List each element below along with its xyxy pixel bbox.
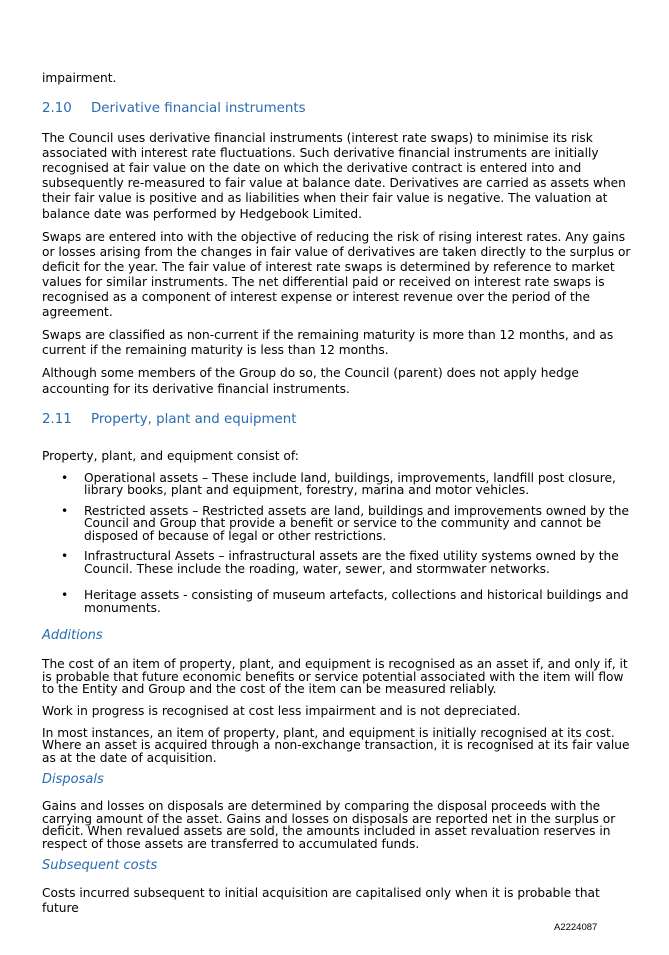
disposals-paragraph-1: Gains and losses on disposals are determined by comparing the disposal proceeds with the carrying amount of the asset. Gains and losses on disposals are reported net in the surplus or deficit. When revalued assets are sold, the amounts included in asset revaluation reserves in respect of those assets are transferred to accumulated funds. <box>42 799 616 851</box>
derivatives-paragraph-4: Although some members of the Group do so, the Council (parent) does not apply hedge accounting for its derivative financial instruments. <box>42 366 579 396</box>
derivatives-paragraph-2: Swaps are entered into with the objective of reducing the risk of rising interest rates. Any gains or losses arising from the changes in fair value of derivatives are taken directly to the surplus or deficit for the year. The fair value of interest rate swaps is determined by reference to market values for similar instruments. The net differential paid or received on interest rate swaps is recognised as a component of interest expense or interest revenue over the period of the agreement. <box>42 229 631 320</box>
document-id: A2224087 <box>554 922 598 933</box>
list-item-text: Infrastructural Assets – infrastructural assets are the fixed utility systems owned by the Council. These include the roading, water, sewer, and stormwater networks. <box>84 549 619 576</box>
list-item-text: Restricted assets – Restricted assets are land, buildings and improvements owned by the Council and Group that provide a benefit or service to the community and cannot be disposed of because of legal or other restrictions. <box>84 503 629 543</box>
bullet-icon: • <box>61 503 69 518</box>
list-item <box>42 589 632 614</box>
list-item <box>42 550 632 575</box>
additions-paragraph-3: In most instances, an item of property, plant, and equipment is initially recognised at its cost. Where an asset is acquired through a non-exchange transaction, it is recognised at its fair value as at the date of acquisition. <box>42 725 630 765</box>
derivatives-paragraph-3: Swaps are classified as non-current if the remaining maturity is more than 12 months, and as current if the remaining maturity is less than 12 months. <box>42 328 614 358</box>
subheading-disposals: Disposals <box>42 772 104 788</box>
section-number: 2.10 <box>42 101 72 117</box>
ppe-lead-text: Property, plant, and equipment consist of: <box>42 448 299 463</box>
list-item-text: Heritage assets - consisting of museum artefacts, collections and historical buildings and monuments. <box>84 588 629 615</box>
heading-derivative-financial-instruments <box>42 100 632 117</box>
section-number: 2.11 <box>42 411 72 427</box>
bullet-icon: • <box>61 549 69 564</box>
asset-class-list <box>42 472 632 615</box>
section-title: Property, plant and equipment <box>91 411 297 427</box>
bullet-icon: • <box>61 470 69 485</box>
document-body <box>42 71 632 924</box>
additions-paragraph-1: The cost of an item of property, plant, and equipment is recognised as an asset if, and only if, it is probable that future economic benefits or service potential associated with the item will flow to the Entity and Group and the cost of the item can be measured reliably. <box>42 657 628 697</box>
heading-property-plant-equipment <box>42 411 632 428</box>
list-item-text: Operational assets – These include land, buildings, improvements, landfill post closure, library books, plant and equipment, forestry, marina and motor vehicles. <box>84 470 616 498</box>
derivatives-paragraph-1: The Council uses derivative financial instruments (interest rate swaps) to minimise its risk associated with interest rate fluctuations. Such derivative financial instruments are initially recognised at fair value on the date on which the derivative contract is entered into and subsequently re-measured to fair value at balance date. Derivatives are carried as assets when their fair value is positive and as liabilities when their fair value is negative. The valuation at balance date was performed by Hedgebook Limited. <box>42 131 626 221</box>
subheading-additions: Additions <box>42 628 103 644</box>
additions-paragraph-2: Work in progress is recognised at cost less impairment and is not depreciated. <box>42 703 521 718</box>
intro-text: impairment. <box>42 71 117 85</box>
bullet-icon: • <box>61 588 69 603</box>
subheading-subsequent-costs: Subsequent costs <box>42 858 158 874</box>
list-item <box>42 472 632 497</box>
subsequent-costs-paragraph-1: Costs incurred subsequent to initial acquisition are capitalised only when it is probable that future <box>42 886 600 916</box>
list-item <box>42 505 632 543</box>
section-title: Derivative financial instruments <box>91 101 306 117</box>
